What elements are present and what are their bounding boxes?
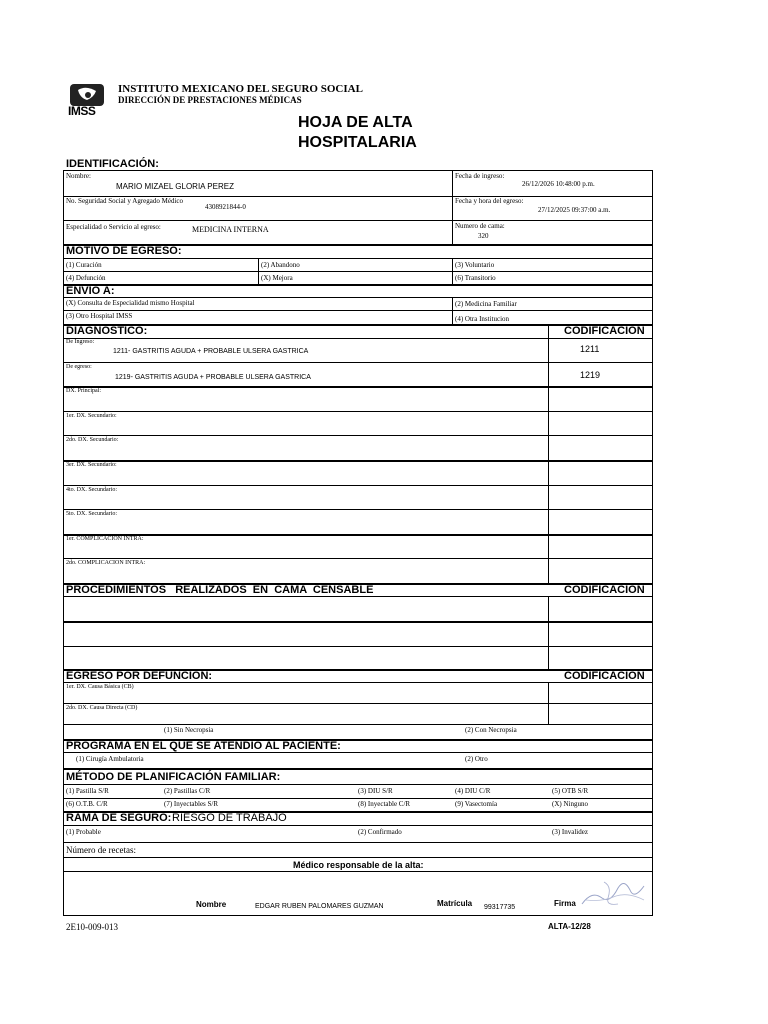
defuncion-codificacion: CODIFICACIÓN — [564, 670, 645, 682]
causa-directa: 2do. DX. Causa Directa (CD) — [66, 705, 138, 711]
dx-secundario-3: 3er. DX. Secundario: — [66, 462, 117, 468]
page-title-line1: HOJA DE ALTA — [298, 114, 413, 131]
direction-name: DIRECCIÓN DE PRESTACIONES MÉDICAS — [118, 95, 302, 105]
section-motivo: MOTIVO DE EGRESO: — [66, 245, 182, 257]
envio-especialidad: (X) Consulta de Especialidad mismo Hospital — [66, 299, 195, 307]
envio-otro-hospital: (3) Otro Hospital IMSS — [66, 312, 133, 320]
motivo-mejora: (X) Mejora — [261, 274, 293, 282]
logo-text: IMSS — [68, 104, 96, 118]
especialidad-value: MEDICINA INTERNA — [192, 225, 269, 234]
section-planificacion: MÉTODO DE PLANIFICACIÓN FAMILIAR: — [66, 771, 281, 783]
programa-cirugia: (1) Cirugía Ambulatoria — [76, 755, 144, 763]
motivo-defuncion: (4) Defunción — [66, 274, 106, 282]
footer-form-code: 2E10-009-013 — [66, 922, 118, 932]
medico-heading: Médico responsable de la alta: — [293, 860, 424, 870]
nss-label: No. Seguridad Social y Agregado Médico — [66, 197, 184, 205]
medico-matricula-value: 99317735 — [484, 904, 516, 911]
medico-firma-label: Firma — [554, 899, 576, 908]
cama-label: Numero de cama: — [455, 222, 505, 230]
dx-principal: DX. Principal: — [66, 388, 101, 394]
section-identificacion: IDENTIFICACIÓN: — [66, 158, 159, 170]
nombre-label: Nombre: — [66, 172, 91, 180]
diagnostico-codificacion: CODIFICACION — [564, 325, 645, 337]
plan-1: (1) Pastilla S/R — [66, 787, 109, 795]
dx-ingreso-value: 1211- GASTRITIS AGUDA + PROBABLE ULSERA GASTRICA — [113, 348, 309, 355]
fecha-egreso-value: 27/12/2025 09:37:00 a.m. — [538, 206, 611, 214]
medico-matricula-label: Matrícula — [437, 899, 473, 908]
section-diagnostico: DIAGNOSTICO: — [66, 325, 148, 337]
plan-6: (6) O.T.B. C/R — [66, 800, 108, 808]
rama-confirmado: (2) Confirmado — [358, 828, 402, 836]
complicacion-2: 2do. COMPLICACION INTRA: — [66, 560, 146, 566]
plan-3: (3) DIU S/R — [358, 787, 393, 795]
rama-value: RIESGO DE TRABAJO — [172, 812, 287, 824]
complicacion-1: 1er. COMPLICACION INTRA: — [66, 536, 144, 542]
institution-name: INSTITUTO MEXICANO DEL SEGURO SOCIAL — [118, 83, 363, 95]
envio-otra-institucion: (4) Otra Institucion — [455, 315, 510, 323]
fecha-ingreso-value: 26/12/2026 10:48:00 p.m. — [522, 180, 595, 188]
dx-ingreso-code: 1211 — [580, 344, 600, 354]
plan-4: (4) DIU C/R — [455, 787, 491, 795]
causa-basica: 1er. DX. Causa Básica (CB) — [66, 684, 134, 690]
section-procedimientos: PROCEDIMIENTOS REALIZADOS EN CAMA CENSABLE — [66, 584, 374, 596]
nombre-value: MARIO MIZAEL GLORIA PEREZ — [116, 182, 234, 191]
medico-nombre-value: EDGAR RUBEN PALOMARES GUZMAN — [255, 903, 384, 910]
section-envio: ENVIO A: — [66, 285, 115, 297]
footer-page-code: ALTA-12/28 — [548, 922, 591, 931]
recetas-label: Número de recetas: — [66, 845, 136, 855]
dx-egreso-label: De egreso: — [66, 364, 92, 370]
motivo-transitorio: (6) Transitorio — [455, 274, 496, 282]
signature-image — [574, 874, 650, 912]
dx-secundario-2: 2do. DX. Secundario: — [66, 437, 119, 443]
plan-2: (2) Pastillas C/R — [164, 787, 211, 795]
plan-7: (7) Inyectables S/R — [164, 800, 219, 808]
motivo-voluntario: (3) Voluntario — [455, 261, 495, 269]
con-necropsia: (2) Con Necropsia — [465, 726, 517, 734]
rama-probable: (1) Probable — [66, 828, 101, 836]
especialidad-label: Especialidad o Servicio al egreso: — [66, 223, 161, 231]
dx-ingreso-label: De Ingreso: — [66, 339, 95, 345]
section-defuncion: EGRESO POR DEFUNCIÓN: — [66, 670, 213, 682]
plan-8: (8) Inyectable C/R — [358, 800, 411, 808]
dx-secundario-4: 4to. DX. Secundario: — [66, 487, 117, 493]
plan-5: (5) OTB S/R — [552, 787, 589, 795]
sin-necropsia: (1) Sin Necropsia — [164, 726, 214, 734]
fecha-ingreso-label: Fecha de ingreso: — [455, 172, 505, 180]
programa-otro: (2) Otro — [465, 755, 488, 763]
plan-9: (9) Vasectomía — [455, 800, 498, 808]
cama-value: 320 — [478, 232, 489, 240]
page-title-line2: HOSPITALARIA — [298, 134, 417, 151]
dx-secundario-5: 5to. DX. Secundario: — [66, 511, 117, 517]
section-rama: RAMA DE SEGURO: — [66, 812, 172, 824]
fecha-egreso-label: Fecha y hora del egreso: — [455, 197, 524, 205]
medico-nombre-label: Nombre — [196, 900, 227, 909]
envio-medicina-familiar: (2) Medicina Familiar — [455, 300, 517, 308]
nss-value: 4308921844-0 — [205, 203, 246, 211]
rama-invalidez: (3) Invalidez — [552, 828, 588, 836]
section-programa: PROGRAMA EN EL QUE SE ATENDIÓ AL PACIENTE: — [66, 740, 341, 752]
dx-secundario-1: 1er. DX. Secundario: — [66, 413, 117, 419]
motivo-abandono: (2) Abandono — [261, 261, 300, 269]
dx-egreso-code: 1219 — [580, 370, 601, 380]
motivo-curacion: (1) Curación — [66, 261, 102, 269]
plan-10: (X) Ninguno — [552, 800, 588, 808]
dx-egreso-value: 1219- GASTRITIS AGUDA + PROBABLE ULSERA GASTRICA — [115, 374, 311, 381]
procedimientos-codificacion: CODIFICACION — [564, 584, 645, 596]
